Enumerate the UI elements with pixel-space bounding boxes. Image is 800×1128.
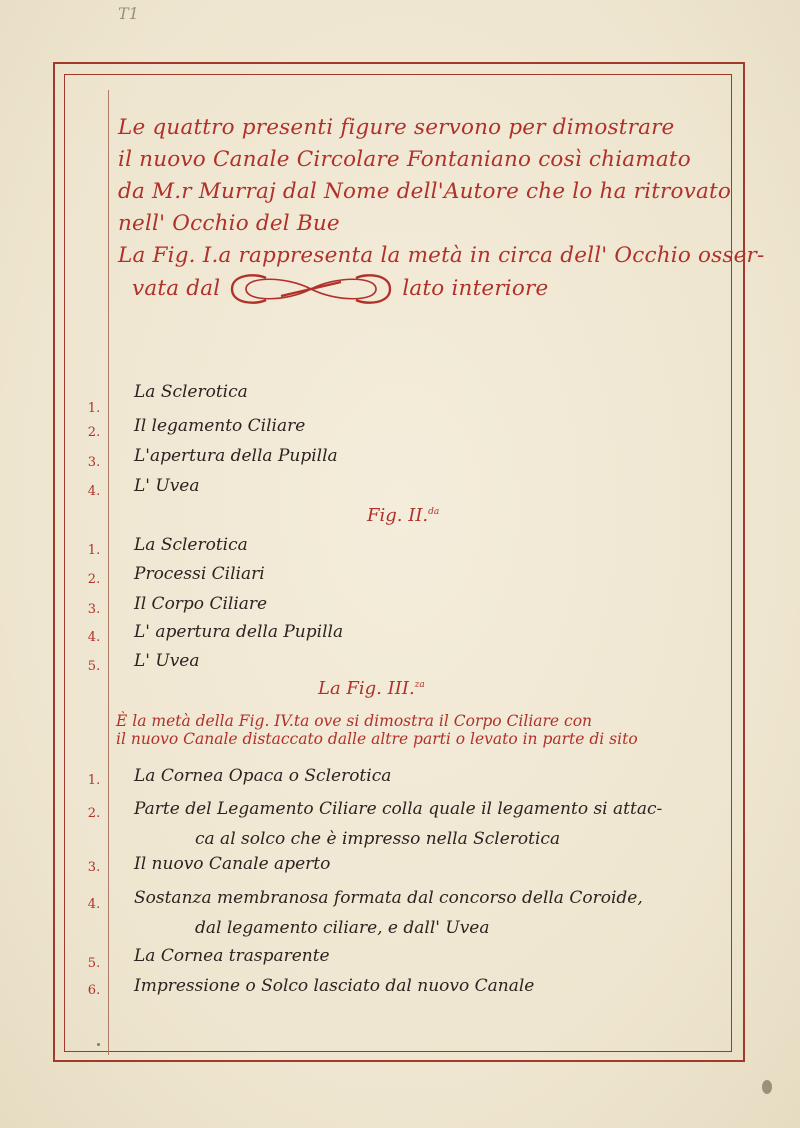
corner-mark: T1	[118, 4, 139, 23]
intro-last-right: lato interiore	[402, 276, 549, 301]
item-number: 5.	[87, 659, 101, 674]
item-number: 4.	[87, 897, 101, 912]
item-number: 1.	[87, 401, 101, 416]
fig2-heading-text: Fig. II.	[367, 505, 429, 526]
list-item: La Sclerotica	[134, 382, 248, 402]
list-item-continuation: ca al solco che è impresso nella Sclerotica	[195, 829, 561, 849]
fig3-heading	[318, 678, 425, 699]
item-number: 2.	[87, 572, 101, 587]
list-item: Impressione o Solco lasciato dal nuovo Canale	[134, 976, 535, 996]
fig3-heading-text: La Fig. III.	[318, 678, 415, 699]
item-number: 5.	[87, 956, 101, 971]
fig3-heading-sup: za	[414, 680, 425, 690]
intro-paragraph	[118, 112, 765, 306]
list-item: Il legamento Ciliare	[134, 416, 306, 436]
item-number: 3.	[87, 860, 101, 875]
item-number: 6.	[87, 983, 101, 998]
fig3-description-line: È la metà della Fig. IV.ta ove si dimostra il Corpo Ciliare con	[116, 712, 593, 730]
item-number: 2.	[87, 425, 101, 440]
margin-rule	[108, 90, 109, 1055]
list-item: La Cornea trasparente	[134, 946, 330, 966]
list-item-continuation: dal legamento ciliare, e dall' Uvea	[195, 918, 490, 938]
intro-line: il nuovo Canale Circolare Fontaniano così chiamato	[118, 147, 691, 172]
item-number: 3.	[87, 455, 101, 470]
paper-stain	[762, 1080, 772, 1094]
intro-line: Le quattro presenti figure servono per dimostrare	[118, 115, 675, 140]
intro-line: nell' Occhio del Bue	[118, 211, 340, 236]
intro-last-line	[118, 272, 743, 306]
item-number: 4.	[87, 484, 101, 499]
item-number: 3.	[87, 602, 101, 617]
calligraphic-flourish-icon	[226, 272, 396, 306]
item-number: 2.	[87, 806, 101, 821]
fig2-heading-sup: da	[428, 507, 440, 517]
intro-line: da M.r Murraj dal Nome dell'Autore che lo ha ritrovato	[118, 179, 732, 204]
fig2-heading	[367, 505, 439, 526]
fig3-description-line: il nuovo Canale distaccato dalle altre parti o levato in parte di sito	[116, 730, 638, 748]
fig3-description	[116, 712, 742, 748]
list-item: Il Corpo Ciliare	[134, 594, 268, 614]
item-number: 1.	[87, 773, 101, 788]
list-item: L' Uvea	[134, 651, 200, 671]
ink-dot	[97, 1043, 100, 1046]
list-item: Sostanza membranosa formata dal concorso della Coroide,	[134, 888, 643, 908]
intro-last-left: vata dal	[132, 276, 221, 301]
list-item: La Sclerotica	[134, 535, 248, 555]
list-item: L' Uvea	[134, 476, 200, 496]
list-item: La Cornea Opaca o Sclerotica	[134, 766, 392, 786]
list-item: L'apertura della Pupilla	[134, 446, 338, 466]
list-item: Il nuovo Canale aperto	[134, 854, 331, 874]
item-number: 1.	[87, 543, 101, 558]
item-number: 4.	[87, 630, 101, 645]
list-item: L' apertura della Pupilla	[134, 622, 344, 642]
list-item: Processi Ciliari	[134, 564, 265, 584]
list-item: Parte del Legamento Ciliare colla quale il legamento si attac-	[134, 799, 663, 819]
intro-line: La Fig. I.a rappresenta la metà in circa dell' Occhio osser-	[118, 243, 765, 268]
